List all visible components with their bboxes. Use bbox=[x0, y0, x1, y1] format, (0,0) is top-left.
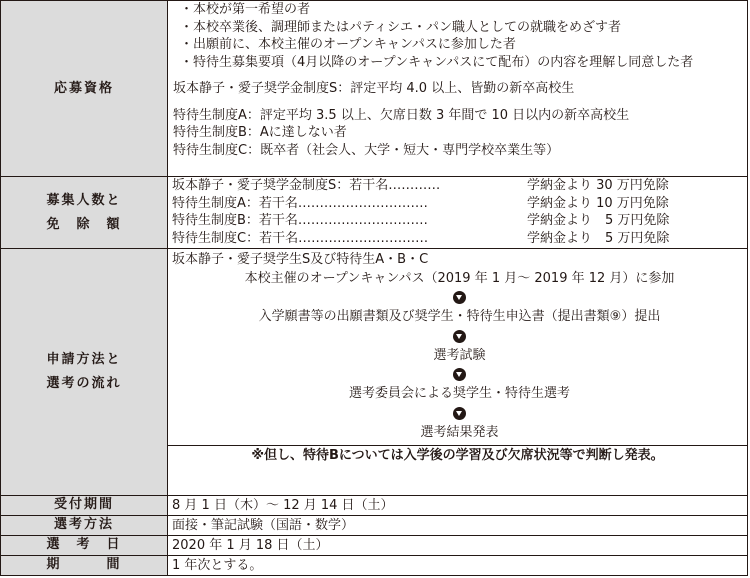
quota-label-line1: 募集人数と bbox=[46, 192, 122, 208]
application-row bbox=[1, 249, 748, 495]
application-label bbox=[1, 249, 168, 495]
quota-item-name: 特待生制度A：若干名………………………… bbox=[172, 195, 428, 211]
scholarship-c-condition: 特待生制度C：既卒者（社会人、大学・短大・専門学校卒業生等） bbox=[173, 142, 560, 158]
method-row bbox=[1, 515, 748, 535]
application-label-line2: 選考の流れ bbox=[46, 376, 122, 392]
eligibility-bullet: ・本校卒業後、調理師またはパティシエ・パン職人としての就職をめざす者 bbox=[180, 19, 621, 35]
quota-item-amount: 学納金より 30 万円免除 bbox=[527, 178, 669, 194]
eligibility-content bbox=[168, 1, 748, 177]
scholarship-a-condition: 特待生制度A：評定平均 3.5 以上、欠席日数 3 年間で 10 日以内の新卒高校生 bbox=[173, 107, 630, 123]
period-label: 期 間 bbox=[1, 555, 168, 575]
flow-title: 坂本静子・愛子奨学生S及び特待生A・B・C bbox=[172, 252, 429, 268]
method-label: 選考方法 bbox=[1, 515, 168, 535]
eligibility-bullet: ・本校が第一希望の者 bbox=[180, 2, 311, 17]
period-row bbox=[1, 555, 748, 575]
arrow-down-icon bbox=[453, 368, 466, 381]
quota-label-line2: 免 除 額 bbox=[46, 216, 122, 232]
application-flow bbox=[168, 249, 748, 495]
quota-item-name: 特待生制度B：若干名………………………… bbox=[172, 213, 428, 229]
quota-row bbox=[1, 177, 748, 249]
quota-content bbox=[168, 177, 748, 249]
flow-step-submit-documents: 入学願書等の出願書類及び奨学生・特待生申込書（提出書類⑨）提出 bbox=[258, 309, 661, 325]
reception-value: 8 月 1 日（木）～ 12 月 14 日（土） bbox=[168, 495, 748, 515]
flow-step-results: 選考結果発表 bbox=[420, 424, 499, 440]
quota-item bbox=[172, 177, 747, 195]
note-text: ※但し、特待Bについては入学後の学習及び欠席状況等で判断し発表。 bbox=[168, 445, 747, 466]
flow-step-exam: 選考試験 bbox=[433, 347, 486, 363]
date-row bbox=[1, 535, 748, 555]
eligibility-row bbox=[1, 1, 748, 177]
scholarship-s-condition: 坂本静子・愛子奨学金制度S：評定平均 4.0 以上、皆勤の新卒高校生 bbox=[173, 81, 575, 96]
eligibility-bullet: ・特待生募集要項（4月以降のオープンキャンパスにて配布）の内容を理解し同意した者 bbox=[180, 54, 694, 70]
quota-item bbox=[172, 195, 747, 213]
method-value: 面接・筆記試験（国語・数学） bbox=[168, 515, 748, 535]
period-value: 1 年次とする。 bbox=[168, 555, 748, 575]
flow-step-open-campus: 本校主催のオープンキャンパス（2019 年 1 月～ 2019 年 12 月）に参加 bbox=[244, 270, 675, 286]
date-label: 選 考 日 bbox=[1, 535, 168, 555]
quota-item-amount: 学納金より 5 万円免除 bbox=[527, 213, 670, 229]
quota-item-name: 坂本静子・愛子奨学金制度S：若干名………… bbox=[172, 178, 441, 194]
flow-step-committee: 選考委員会による奨学生・特待生選考 bbox=[348, 386, 570, 402]
eligibility-label: 応募資格 bbox=[1, 1, 168, 177]
quota-item bbox=[172, 230, 747, 248]
arrow-down-icon bbox=[453, 330, 466, 343]
quota-item-name: 特待生制度C：若干名………………………… bbox=[172, 230, 429, 246]
reception-row bbox=[1, 495, 748, 515]
arrow-down-icon bbox=[453, 291, 466, 304]
arrow-down-icon bbox=[453, 407, 466, 420]
scholarship-b-condition: 特待生制度B：Aに達しない者 bbox=[173, 125, 347, 140]
quota-item bbox=[172, 212, 747, 230]
application-label-line1: 申請方法と bbox=[46, 352, 122, 368]
reception-label: 受付期間 bbox=[1, 495, 168, 515]
quota-item-amount: 学納金より 5 万円免除 bbox=[527, 230, 670, 246]
quota-label bbox=[1, 177, 168, 249]
eligibility-bullet: ・出願前に、本校主催のオープンキャンパスに参加した者 bbox=[180, 37, 516, 52]
date-value: 2020 年 1 月 18 日（土） bbox=[168, 535, 748, 555]
quota-item-amount: 学納金より 10 万円免除 bbox=[527, 195, 669, 211]
eligibility-bullets bbox=[172, 1, 747, 71]
